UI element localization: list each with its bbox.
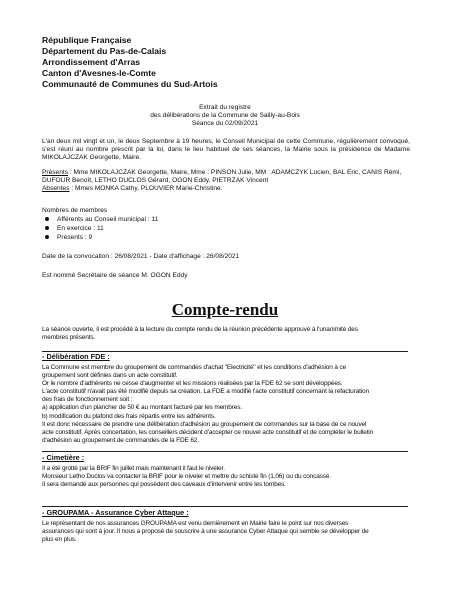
header-line: République Française	[42, 35, 132, 45]
compte-rendu-title: Compte-rendu	[171, 300, 279, 319]
section-heading-groupama: - GROUPAMA - Assurance Cyber Attaque :	[42, 508, 189, 517]
text-line: La Commune est membre du groupement de commandes d'achat "Electricité" et les conditions d'adhésion à ce	[42, 364, 347, 371]
extract-title: Extrait du registre	[199, 104, 251, 111]
members-present: Présents : 9	[57, 234, 93, 241]
text-line: Il a été grotté par la BRIF fin juillet mais maintenant il faut le niveler.	[42, 465, 225, 472]
attendance-absent	[42, 185, 410, 193]
text-line: b) modification du plafond des frais répartis entre les adhérents.	[42, 412, 216, 420]
header-line: Canton d'Avesnes-le-Comte	[42, 68, 156, 78]
text-line: acte constitutif. Après concertation, les conseillers décident d'accepter ce nouvel acte constitutif et de compléter le bulletin	[42, 428, 374, 436]
text-line: Monsieur Letho Duclos va contacter la BRIF pour le niveler et mettre du schiste fin (1,06) ou du concassé.	[42, 473, 332, 481]
text-line: d'adhésion au groupement de commandes de la FDE 62.	[42, 436, 199, 444]
section-heading-cimetiere: - Cimetière :	[42, 453, 85, 462]
members-afferent: Afférents au Conseil municipal : 11	[57, 216, 159, 223]
list-item	[42, 234, 92, 242]
extract-commune: des délibérations de la Commune de Sailly-au-Bois	[150, 112, 300, 119]
header-line: Arrondissement d'Arras	[42, 57, 141, 67]
list-item	[42, 225, 104, 233]
text-line: La séance ouverte, il est procédé à la lecture du compte rendu de la réunion précédente approuvé à l'unanimité des	[42, 326, 358, 333]
text-line: plus en plus.	[42, 536, 77, 544]
section-body-fde	[42, 364, 408, 445]
text-line: groupement sont définies dans un acte constitutif.	[42, 372, 178, 380]
section-divider	[42, 506, 408, 507]
members-in-office: En exercice : 11	[57, 225, 104, 232]
header-line: Communauté de Communes du Sud-Artois	[42, 79, 218, 89]
opening-paragraph	[42, 326, 408, 342]
extract-session-date: Séance du 02/09/2021	[191, 120, 259, 127]
section-divider	[42, 451, 408, 452]
header-line: Département du Pas-de-Calais	[42, 46, 167, 56]
text-line: a) application d'un plancher de 50 € au montant facturé par les membres.	[42, 404, 243, 412]
members-title: Nombres de membres	[42, 207, 108, 214]
text-line: des frais de fonctionnement soit :	[42, 396, 133, 404]
secretary-line: Est nommé Secrétaire de séance M. OGON Eddy	[42, 272, 188, 279]
present-names: : Mme MIKOLAJCZAK Georgette, Maire, Mme : PINSON Julie, MM : ADAMCZYK Lucien, BAL Eric, CANIS Rémi, DUFOUR Benoît, LETHO DUCLOS Gérard, OGON Eddy, PIETRZAK Vincent	[42, 169, 402, 185]
attendance-present	[42, 169, 410, 185]
text-line: membres présents.	[42, 334, 96, 342]
text-line: Le représentant de nos assurances GROUPAMA est venu dernièrement en Mairie faire le point sur nos diverses	[42, 520, 349, 527]
convocation-dates: Date de la convocation : 26/08/2021 - Date d'affichage : 26/08/2021	[42, 253, 240, 260]
section-body-groupama	[42, 520, 408, 544]
list-item	[42, 216, 158, 224]
text-line: L'acte constitutif n'avait pas été modifié depuis sa création. La FDE a modifié l'acte constitutif concernant la refacturation	[42, 388, 369, 396]
text-line: Il sera demandé aux personnes qui possèdent des caveaux d'intervenir entre les tombes.	[42, 481, 286, 489]
text-line: assurances qui sont à jour. Il nous a proposé de souscrire à une assurance Cyber Attaque qui semble se développer de	[42, 528, 369, 536]
intro-paragraph: L'an deux mil vingt et un, le deux Septembre à 19 heures, le Conseil Municipal de cette Commune, régulièrement convoqué, s'est réuni au nombre prescrit par la loi, dans le lieu habituel de ses séances, la Mairie sous la présidence de Madame MIKOLAJCZAK Georgette, Maire.	[42, 138, 410, 162]
section-body-cimetiere	[42, 465, 408, 489]
absent-label: Absentes	[42, 185, 70, 192]
present-label: Présents	[42, 169, 69, 176]
section-heading-fde: - Délibération FDE :	[42, 352, 110, 361]
absent-names: : Mmes MONKA Cathy, PLOUVIER Marie-Christine.	[69, 185, 223, 192]
text-line: Or le nombre d'adhérents ne cesse d'augmenter et les missions réalisées par la FDE 62 se sont développées.	[42, 380, 343, 388]
text-line: Il est donc nécessaire de prendre une délibération d'adhésion au groupement de commandes sur la base de ce nouvel	[42, 420, 367, 428]
